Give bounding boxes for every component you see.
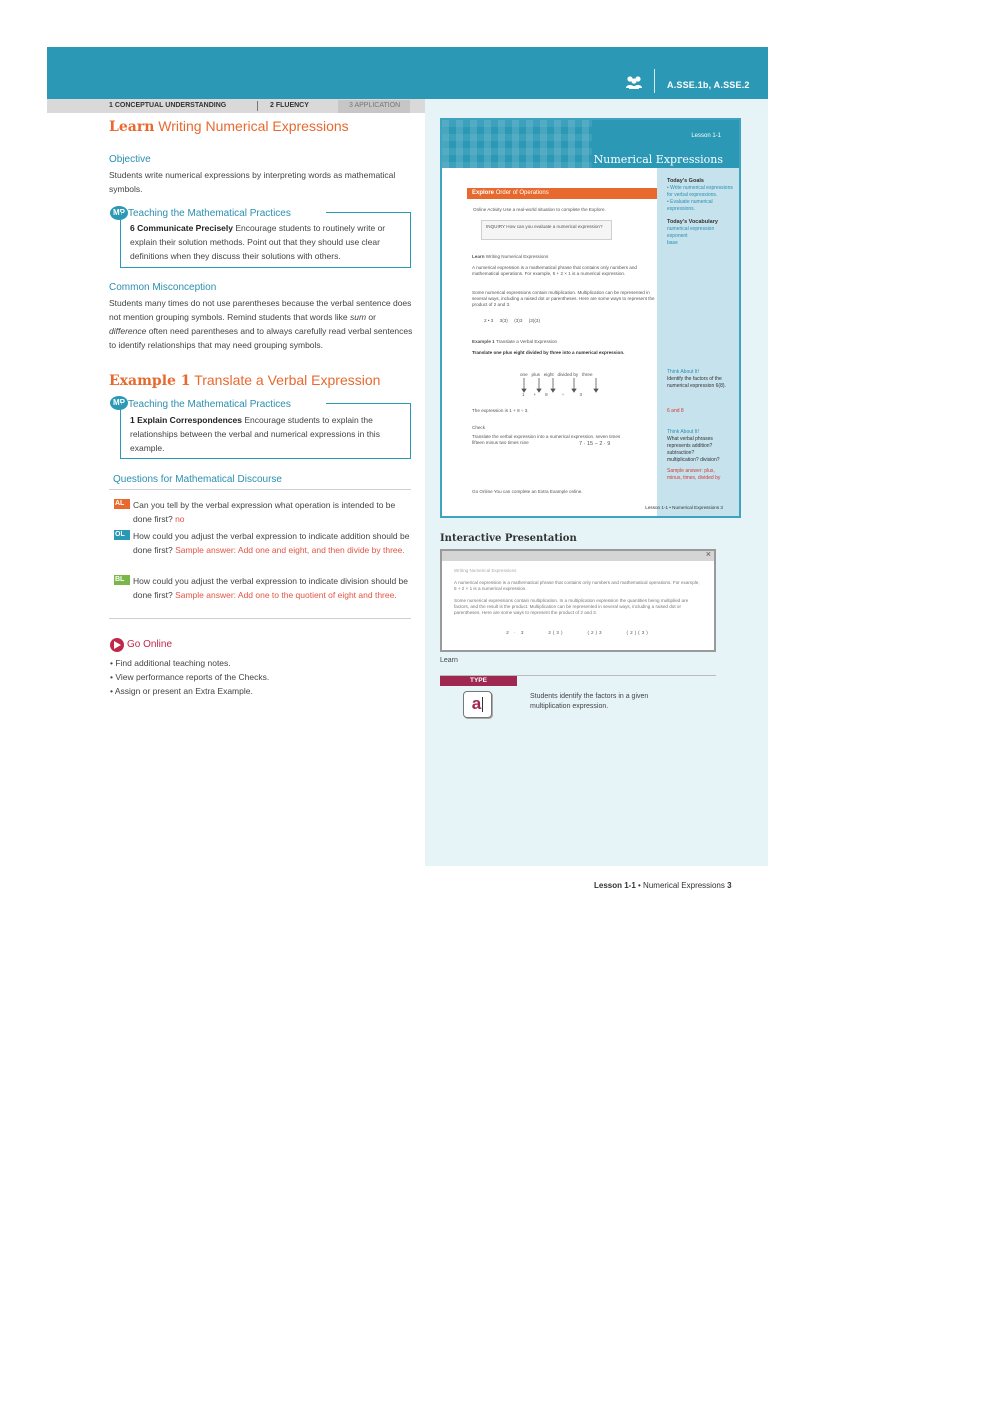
thumb-example-symbols: 1 + 8 ÷ 3	[522, 392, 583, 397]
interactive-presentation-slide[interactable]	[440, 549, 716, 652]
list-item: • View performance reports of the Checks.	[110, 670, 269, 684]
thumb-learn-word: Learn	[472, 254, 485, 259]
footer-title: Numerical Expressions	[643, 881, 725, 890]
question-text: How could you adjust the verbal expression to indicate addition should be done first?	[133, 531, 410, 555]
example-title: Translate a Verbal Expression	[194, 372, 381, 388]
type-icon-letter: a	[471, 694, 482, 713]
side-think-2	[657, 426, 739, 464]
thumb-example-heading	[472, 339, 657, 345]
objective-text: Students write numerical expressions by interpreting words as mathematical symbols.	[109, 170, 396, 194]
tab-application[interactable]: 3 APPLICATION	[338, 100, 410, 113]
footer-sep: •	[635, 881, 644, 890]
mp-body: Encourage students to routinely write or explain their solution methods. Point out that they should use clear definitions when they discuss their solutions with others.	[130, 223, 386, 261]
slide-paragraph: Some numerical expressions contain multiplication. In a multiplication expression the quantities being multiplied are factors, and the result is the product. Multiplication can be represented in several ways, including a raised dot or parentheses. Here are some ways to represent the product of 2 and 3.	[454, 598, 689, 615]
slide-paragraph: A numerical expression is a mathematical phrase that contains only numbers and mathematical operations. For example, 5 + 2 × 1 is a numerical expression.	[454, 580, 700, 591]
thumbnail-header	[442, 120, 739, 168]
text-cursor-icon	[482, 697, 483, 712]
thumb-check-text: Translate the verbal expression into a numerical expression. seven times fifteen minus two times nine	[472, 434, 621, 445]
level-badge-al: AL	[114, 499, 130, 509]
thumb-check-answer: 7 · 15 − 2 · 9	[579, 441, 611, 447]
thumbnail-pattern	[442, 120, 592, 168]
side-goals: • Write numerical expressions for verbal expressions. • Evaluate numerical expressions.	[667, 185, 733, 212]
question-text: Can you tell by the verbal expression what operation is intended to be done first?	[133, 500, 396, 524]
slide-titlebar	[442, 551, 714, 561]
think-text: Identify the factors of the numerical expression 6(8).	[667, 376, 726, 389]
header-banner	[47, 47, 768, 99]
thumb-example-words: one plus eight divided by three	[520, 372, 593, 377]
list-item: • Find additional teaching notes.	[110, 656, 269, 670]
explore-word: Explore	[472, 190, 495, 196]
discourse-heading: Questions for Mathematical Discourse	[113, 474, 282, 485]
thumb-example-word: Example 1	[472, 339, 495, 344]
side-think-2-answer: Sample answer: plus, minus, times, divided by	[667, 468, 721, 481]
thumbnail-lesson-tag: Lesson 1-1	[691, 133, 721, 139]
learn-title: Writing Numerical Expressions	[158, 118, 349, 134]
mp-box-communicate	[120, 212, 411, 268]
type-description: Students identify the factors in a given multiplication expression.	[530, 693, 649, 710]
misconception-part: or	[366, 312, 376, 322]
think-heading: Think About It!	[667, 429, 699, 435]
explore-sub: Order of Operations	[495, 190, 549, 196]
tab-conceptual-understanding[interactable]: 1 CONCEPTUAL UNDERSTANDING	[109, 102, 227, 109]
thumb-learn-heading	[472, 254, 657, 260]
footer-lesson: Lesson 1-1	[594, 881, 636, 890]
example-heading	[109, 372, 380, 389]
slide-content	[442, 561, 714, 643]
question-text: How could you adjust the verbal expression to indicate division should be done first?	[133, 576, 408, 600]
student-page-thumbnail[interactable]	[440, 118, 741, 518]
mp-badge-icon: MP	[110, 396, 128, 410]
slide-title: Writing Numerical Expressions	[454, 568, 517, 573]
discourse-question	[114, 498, 412, 526]
think-text: What verbal phrases represents addition? subtraction? multiplication? division?	[667, 436, 720, 463]
mp-body: Encourage students to explain the relationships between the verbal and numerical expressions in this example.	[130, 415, 380, 453]
thumb-go-online: Go Online You can complete an Extra Example online.	[472, 489, 583, 494]
type-keyboard-icon	[463, 691, 492, 718]
footer-page: 3	[727, 881, 732, 890]
interactive-presentation-title: Interactive Presentation	[440, 533, 577, 544]
inquiry-text: INQUIRY How can you evaluate a numerical expression?	[486, 224, 603, 229]
thumb-learn-p1: A numerical expression is a mathematical phrase that contains only numbers and mathematical operations. For example, 5 + 2 × 1 is a numerical expression.	[472, 265, 637, 276]
explore-bar	[467, 188, 657, 199]
discourse-rule	[109, 489, 411, 490]
misconception-part: Students many times do not use parentheses because the verbal sentence does not mention grouping symbols. Remind students that words like	[109, 298, 412, 322]
think-heading: Think About It!	[667, 369, 699, 375]
type-tag: TYPE	[440, 676, 517, 686]
slide-expressions: 2 · 3 2(3) (2)3 (2)(3)	[506, 630, 650, 635]
mp-title: Teaching the Mathematical Practices	[128, 208, 291, 219]
slide-caption: Learn	[440, 657, 458, 664]
discourse-question	[114, 529, 412, 557]
level-badge-ol: OL	[114, 530, 130, 540]
mp-box-top-line	[326, 212, 411, 213]
objective-label: Objective	[109, 154, 151, 165]
thumb-example-result: The expression is 1 + 8 ÷ 3.	[472, 408, 529, 413]
page-footer	[594, 881, 732, 890]
misconception-em: sum	[349, 312, 367, 322]
thumb-check-heading: Check	[472, 425, 486, 430]
inquiry-box	[481, 220, 612, 240]
mp-text	[130, 413, 402, 455]
thumb-learn-p2: Some numerical expressions contain multiplication. Multiplication can be represented in several ways, including a raised dot or parentheses. Here are some ways to represent the product of 2 and 3.	[472, 290, 655, 307]
example-word: Example 1	[109, 373, 191, 389]
mp-lead: 6 Communicate Precisely	[130, 223, 233, 233]
mp-title: Teaching the Mathematical Practices	[128, 399, 291, 410]
side-think-1-answer: 6 and 8	[667, 408, 684, 414]
question-answer: no	[175, 514, 185, 524]
thumb-learn-sub: Writing Numerical Expressions	[485, 254, 549, 259]
list-item: • Assign or present an Extra Example.	[110, 684, 269, 698]
go-online-cursor-icon	[110, 638, 124, 652]
discourse-question	[114, 574, 412, 602]
misconception-em: difference	[109, 326, 147, 336]
mp-box-top-line	[326, 403, 411, 404]
mp-badge-icon: MP	[110, 206, 128, 220]
tab-fluency[interactable]: 2 FLUENCY	[270, 102, 309, 109]
discourse-rule	[109, 618, 411, 619]
misconception-text	[109, 296, 414, 352]
question-answer: Sample answer: Add one to the quotient of eight and three.	[175, 590, 397, 600]
mp-lead: 1 Explain Correspondences	[130, 415, 242, 425]
side-vocab: numerical expression exponent base	[667, 226, 715, 246]
thumb-footer: Lesson 1-1 • Numerical Expressions 3	[645, 505, 723, 510]
thumbnail-sidebar	[657, 168, 739, 518]
side-vocab-heading: Today's Vocabulary	[667, 219, 718, 225]
online-activity: Online Activity Use a real-world situation to complete the Explore.	[473, 207, 606, 212]
go-online-list	[110, 656, 269, 698]
thumb-example-sub: Translate a Verbal Expression	[495, 339, 558, 344]
learn-word: Learn	[109, 119, 155, 135]
misconception-part: often need parentheses and to always carefully read verbal sentences to identify relationships that may need grouping symbols.	[109, 326, 413, 350]
header-divider	[654, 69, 655, 93]
learn-heading	[109, 118, 349, 135]
standards-label: A.SSE.1b, A.SSE.2	[667, 80, 750, 90]
tab-divider	[257, 101, 258, 111]
thumb-products: 2 • 3 3(3) (3)3 (3)(3)	[484, 318, 540, 323]
close-icon[interactable]: ×	[705, 549, 711, 559]
go-online-label: Go Online	[127, 639, 173, 651]
group-icon	[625, 75, 643, 89]
question-answer: Sample answer: Add one and eight, and then divide by three.	[175, 545, 405, 555]
side-goals-heading: Today's Goals	[667, 178, 704, 184]
mp-box-explain	[120, 403, 411, 459]
go-online[interactable]	[110, 636, 172, 654]
side-think-1	[657, 366, 739, 390]
progression-tabs	[47, 99, 425, 113]
thumb-example-prompt: Translate one plus eight divided by three into a numerical expression.	[472, 350, 625, 355]
misconception-label: Common Misconception	[109, 282, 217, 293]
mp-text	[130, 221, 402, 263]
level-badge-bl: BL	[114, 575, 130, 585]
thumbnail-title: Numerical Expressions	[593, 153, 723, 166]
